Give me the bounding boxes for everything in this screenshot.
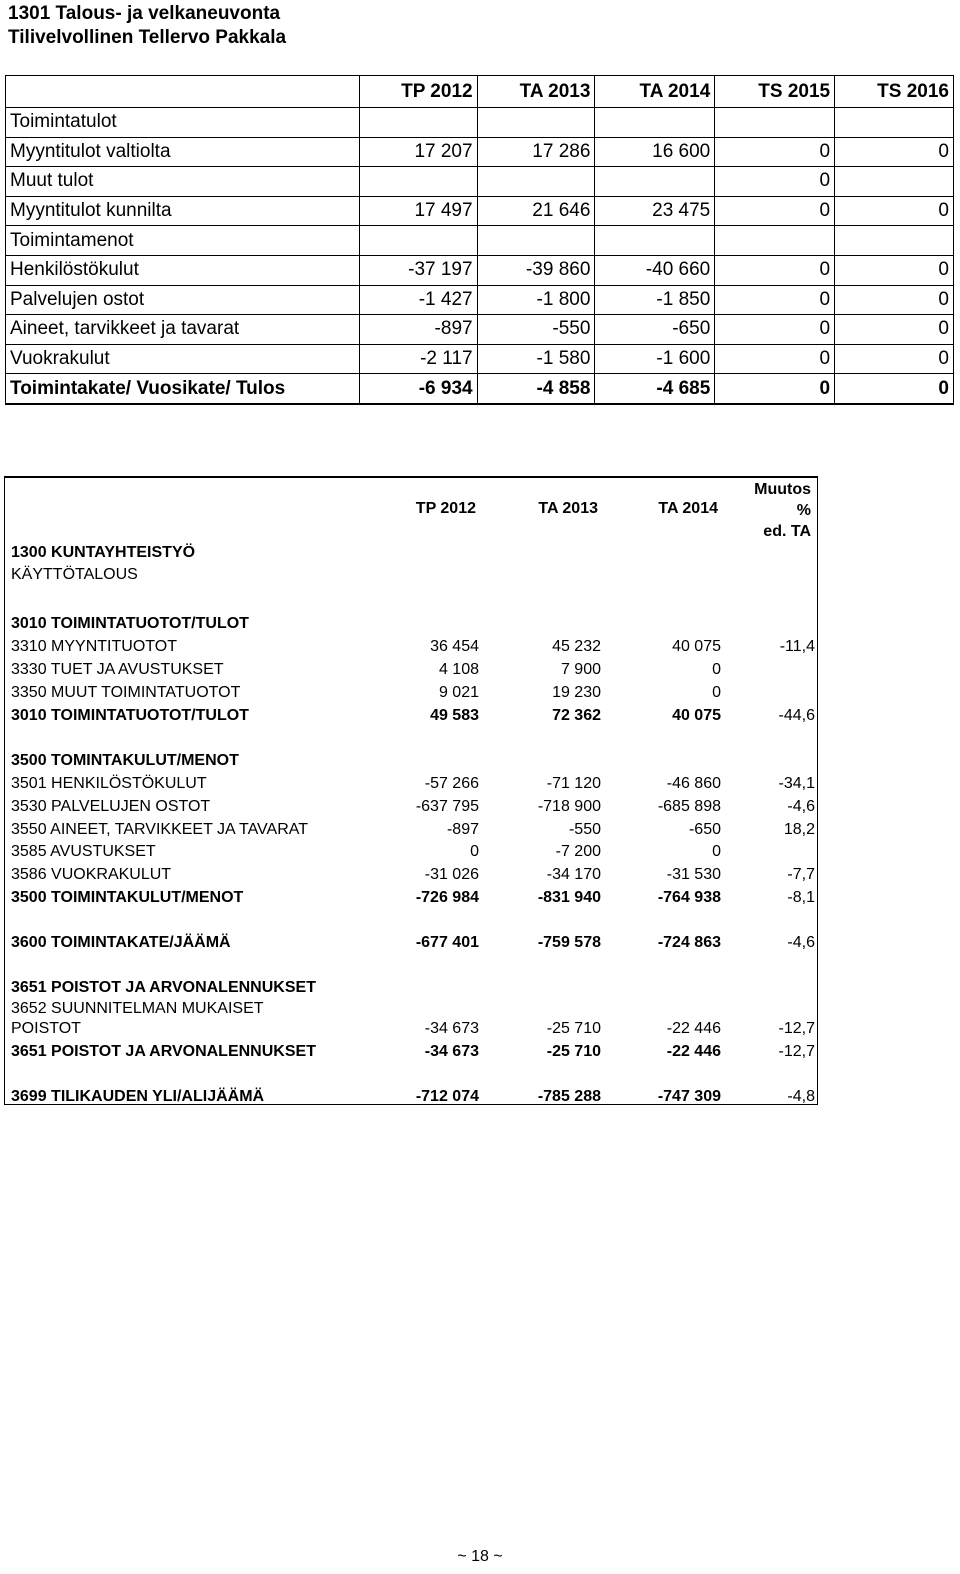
row-label: POISTOT [11, 1020, 81, 1037]
value-cell: -897 [359, 315, 477, 345]
value-cell: -897 [446, 821, 479, 838]
table-row [6, 108, 954, 138]
value-cell: -71 120 [546, 775, 601, 792]
column-header: TP 2012 [359, 76, 477, 108]
value-cell: -34 673 [424, 1043, 479, 1060]
row-label: Myyntitulot kunnilta [6, 196, 360, 226]
row-label: 3699 TILIKAUDEN YLI/ALIJÄÄMÄ [11, 1088, 265, 1105]
value-cell: 0 [835, 196, 954, 226]
value-cell: 19 230 [552, 684, 601, 701]
column-header: TS 2015 [715, 76, 835, 108]
value-cell: -46 860 [666, 775, 721, 792]
value-cell: 0 [835, 285, 954, 315]
value-cell: 17 497 [359, 196, 477, 226]
value-cell: -31 530 [666, 866, 721, 883]
row-label: 3530 PALVELUJEN OSTOT [11, 798, 211, 815]
change-percent-cell: 18,2 [783, 821, 815, 838]
table-row [6, 196, 954, 226]
value-cell: 0 [835, 374, 954, 404]
value-cell: 0 [715, 255, 835, 285]
value-cell: 0 [715, 374, 835, 404]
value-cell: 0 [470, 843, 479, 860]
value-cell: 0 [835, 315, 954, 345]
value-cell: 36 454 [430, 638, 479, 655]
row-label: Toimintatulot [6, 108, 360, 138]
page-title: 1301 Talous- ja velkaneuvonta [8, 3, 281, 24]
value-cell: 0 [712, 843, 721, 860]
row-label: 3010 TOIMINTATUOTOT/TULOT [11, 615, 249, 632]
value-cell [595, 226, 715, 256]
change-percent-cell: -12,7 [778, 1020, 815, 1037]
value-cell: -1 600 [595, 344, 715, 374]
row-label: 3010 TOIMINTATUOTOT/TULOT [11, 707, 249, 724]
page-subtitle: Tilivelvollinen Tellervo Pakkala [8, 27, 287, 48]
row-label: 3330 TUET JA AVUSTUKSET [11, 661, 224, 678]
value-cell: -31 026 [424, 866, 479, 883]
column-header-change: Muutos % ed. TA [754, 481, 811, 540]
page-title-block [8, 2, 286, 50]
table-row [11, 659, 811, 682]
value-cell [835, 167, 954, 197]
value-cell: -550 [477, 315, 595, 345]
value-cell: -650 [688, 821, 721, 838]
change-percent-cell: -44,6 [778, 707, 815, 724]
value-cell [835, 108, 954, 138]
table-row [11, 887, 815, 910]
value-cell: 0 [835, 344, 954, 374]
value-cell [595, 167, 715, 197]
change-percent-cell: -8,1 [787, 889, 815, 906]
column-header: TS 2016 [835, 76, 954, 108]
value-cell: 7 900 [560, 661, 601, 678]
table-row [11, 1086, 815, 1109]
value-cell [715, 226, 835, 256]
value-cell: -2 117 [359, 344, 477, 374]
value-cell: -34 673 [424, 1020, 479, 1037]
value-cell: -4 858 [477, 374, 595, 404]
table-row [6, 285, 954, 315]
value-cell: -712 074 [415, 1088, 479, 1105]
table-row [6, 167, 954, 197]
column-header: TA 2014 [595, 76, 715, 108]
row-label: Palvelujen ostot [6, 285, 360, 315]
value-cell: -831 940 [537, 889, 601, 906]
table-row [6, 226, 954, 256]
value-cell: -22 446 [666, 1043, 721, 1060]
value-cell: -7 200 [555, 843, 601, 860]
value-cell [477, 108, 595, 138]
value-cell [715, 108, 835, 138]
value-cell [595, 108, 715, 138]
value-cell: -40 660 [595, 255, 715, 285]
value-cell: -1 850 [595, 285, 715, 315]
value-cell: -785 288 [537, 1088, 601, 1105]
value-cell: -685 898 [657, 798, 721, 815]
value-cell: 40 075 [672, 707, 721, 724]
column-header-ta2014: TA 2014 [658, 500, 718, 517]
table-row [11, 841, 811, 864]
value-cell: -747 309 [657, 1088, 721, 1105]
value-cell: -759 578 [537, 934, 601, 951]
value-cell: -25 710 [546, 1020, 601, 1037]
value-cell: 17 286 [477, 137, 595, 167]
value-cell: 17 207 [359, 137, 477, 167]
table-row [11, 750, 811, 773]
table-header-row [6, 76, 954, 108]
table-row [11, 613, 811, 636]
page-number: ~ 18 ~ [457, 1548, 503, 1565]
value-cell: 0 [715, 344, 835, 374]
value-cell [835, 226, 954, 256]
value-cell: -726 984 [415, 889, 479, 906]
row-label: Henkilöstökulut [6, 255, 360, 285]
value-cell: 0 [712, 661, 721, 678]
column-header-tp2012: TP 2012 [415, 500, 476, 517]
operating-budget-table [4, 476, 818, 1105]
value-cell: -764 938 [657, 889, 721, 906]
unit-name: KÄYTTÖTALOUS [11, 566, 138, 583]
change-percent-cell: -4,6 [787, 934, 815, 951]
row-label: 3600 TOIMINTAKATE/JÄÄMÄ [11, 934, 231, 951]
change-percent-cell: -7,7 [787, 866, 815, 883]
value-cell: -1 427 [359, 285, 477, 315]
row-label: 3501 HENKILÖSTÖKULUT [11, 775, 207, 792]
unit-code: 1300 KUNTAYHTEISTYÖ [11, 544, 196, 561]
value-cell: 0 [712, 684, 721, 701]
change-percent-cell: -4,8 [787, 1088, 815, 1105]
table-row [11, 819, 815, 842]
row-label: Muut tulot [6, 167, 360, 197]
value-cell [359, 226, 477, 256]
value-cell: -34 170 [546, 866, 601, 883]
row-label: Vuokrakulut [6, 344, 360, 374]
value-cell [359, 167, 477, 197]
table-row [11, 864, 815, 887]
value-cell [477, 226, 595, 256]
value-cell: 72 362 [552, 707, 601, 724]
value-cell: -57 266 [424, 775, 479, 792]
value-cell: -1 800 [477, 285, 595, 315]
value-cell: 0 [715, 285, 835, 315]
table-row [6, 255, 954, 285]
value-cell: 0 [835, 255, 954, 285]
value-cell: 4 108 [438, 661, 479, 678]
row-label: 3651 POISTOT JA ARVONALENNUKSET [11, 979, 316, 996]
table-row [11, 1041, 815, 1064]
change-percent-cell: -34,1 [778, 775, 815, 792]
value-cell: -650 [595, 315, 715, 345]
table-row [11, 705, 815, 728]
value-cell [477, 167, 595, 197]
row-label: 3550 AINEET, TARVIKKEET JA TAVARAT [11, 821, 309, 838]
value-cell: 0 [715, 167, 835, 197]
value-cell: -39 860 [477, 255, 595, 285]
value-cell: -6 934 [359, 374, 477, 404]
budget-summary-table [5, 75, 954, 405]
table-row [6, 344, 954, 374]
table-row [11, 636, 815, 659]
row-label: 3500 TOIMINTAKULUT/MENOT [11, 889, 244, 906]
table-row [6, 374, 954, 404]
table-row [11, 796, 815, 819]
unit-heading [11, 542, 195, 586]
value-cell: -550 [568, 821, 601, 838]
value-cell: -724 863 [657, 934, 721, 951]
header-blank-cell [6, 76, 360, 108]
value-cell: -25 710 [546, 1043, 601, 1060]
row-label: Aineet, tarvikkeet ja tavarat [6, 315, 360, 345]
table-row [11, 1018, 815, 1041]
row-label: 3585 AVUSTUKSET [11, 843, 156, 860]
value-cell: 0 [715, 137, 835, 167]
row-label: 3652 SUUNNITELMAN MUKAISET [11, 1000, 264, 1017]
value-cell [359, 108, 477, 138]
value-cell: -637 795 [415, 798, 479, 815]
row-label: 3310 MYYNTITUOTOT [11, 638, 177, 655]
row-label: 3500 TOMINTAKULUT/MENOT [11, 752, 239, 769]
row-label: Toimintamenot [6, 226, 360, 256]
row-label: Toimintakate/ Vuosikate/ Tulos [6, 374, 360, 404]
value-cell: 9 021 [438, 684, 479, 701]
change-percent-cell: -4,6 [787, 798, 815, 815]
table-row [11, 773, 815, 796]
change-percent-cell: -11,4 [779, 638, 815, 655]
value-cell: -22 446 [666, 1020, 721, 1037]
value-cell: 23 475 [595, 196, 715, 226]
value-cell: 0 [715, 315, 835, 345]
table-row [11, 682, 811, 705]
value-cell: 40 075 [672, 638, 721, 655]
value-cell: 21 646 [477, 196, 595, 226]
row-label: 3586 VUOKRAKULUT [11, 866, 172, 883]
change-percent-cell: -12,7 [778, 1043, 815, 1060]
value-cell: 0 [835, 137, 954, 167]
value-cell: -1 580 [477, 344, 595, 374]
value-cell: -718 900 [537, 798, 601, 815]
table-row [6, 315, 954, 345]
table-row [11, 977, 811, 1000]
value-cell: -677 401 [415, 934, 479, 951]
table-row [6, 137, 954, 167]
row-label: 3350 MUUT TOIMINTATUOTOT [11, 684, 241, 701]
row-label: 3651 POISTOT JA ARVONALENNUKSET [11, 1043, 316, 1060]
column-header: TA 2013 [477, 76, 595, 108]
column-header-ta2013: TA 2013 [538, 500, 598, 517]
value-cell: 45 232 [552, 638, 601, 655]
row-label: Myyntitulot valtiolta [6, 137, 360, 167]
table-row [11, 932, 815, 955]
value-cell: 16 600 [595, 137, 715, 167]
value-cell: -4 685 [595, 374, 715, 404]
value-cell: -37 197 [359, 255, 477, 285]
value-cell: 0 [715, 196, 835, 226]
value-cell: 49 583 [430, 707, 479, 724]
